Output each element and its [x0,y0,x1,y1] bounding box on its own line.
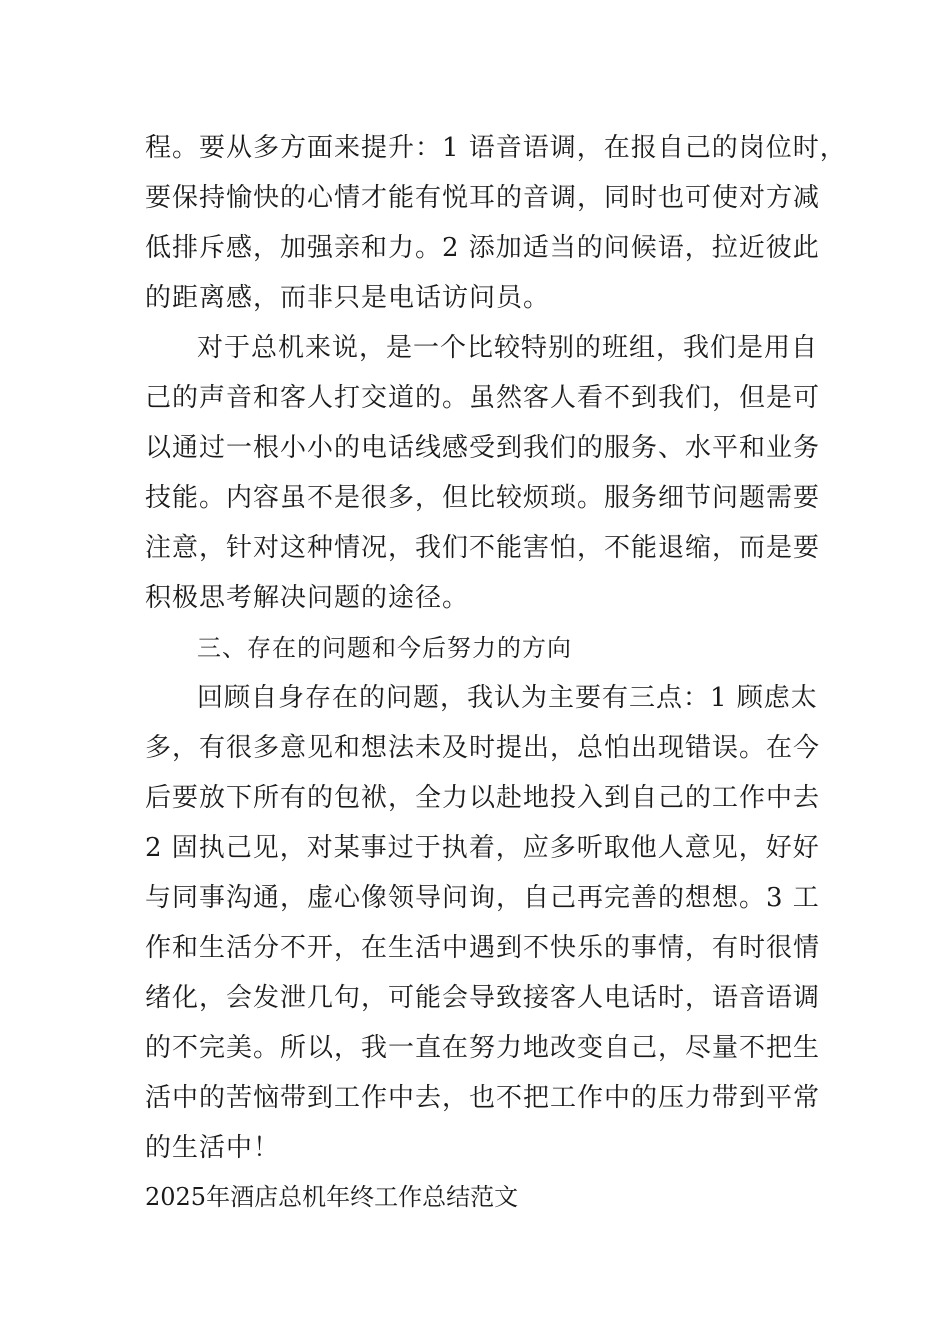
paragraph-line: 绪化，会发泄几句，可能会导致接客人电话时，语音语调 [145,983,821,1013]
paragraph-line: 2 固执己见，对某事过于执着，应多听取他人意见，好好 [145,833,820,863]
paragraph-line: 的不完美。所以，我一直在努力地改变自己，尽量不把生 [145,1033,821,1063]
paragraph-line: 低排斥感，加强亲和力。2 添加适当的问候语，拉近彼此 [145,233,820,263]
paragraph-line: 对于总机来说，是一个比较特别的班组，我们是用自 [197,333,819,363]
paragraph-line: 要保持愉快的心情才能有悦耳的音调，同时也可使对方减 [145,183,821,213]
paragraph-line: 的距离感，而非只是电话访问员。 [145,283,551,313]
paragraph-line: 以通过一根小小的电话线感受到我们的服务、水平和业务 [145,433,821,463]
paragraph-line: 的生活中！ [145,1133,281,1163]
section-heading: 三、存在的问题和今后努力的方向 [197,634,572,662]
paragraph-line: 技能。内容虽不是很多，但比较烦琐。服务细节问题需要 [145,483,821,513]
paragraph-line: 积极思考解决问题的途径。 [145,583,470,613]
paragraph-line: 作和生活分不开，在生活中遇到不快乐的事情，有时很情 [145,933,821,963]
paragraph-line: 后要放下所有的包袱，全力以赴地投入到自己的工作中去 [145,783,821,813]
paragraph-line: 与同事沟通，虚心像领导问询，自己再完善的想想。3 工 [145,883,820,913]
paragraph-line: 多，有很多意见和想法未及时提出，总怕出现错误。在今 [145,733,821,763]
paragraph-line: 回顾自身存在的问题，我认为主要有三点：1 顾虑太 [197,683,818,713]
paragraph-line: 活中的苦恼带到工作中去，也不把工作中的压力带到平常 [145,1083,821,1113]
paragraph-line: 注意，针对这种情况，我们不能害怕，不能退缩，而是要 [145,533,821,563]
document-title: 2025年酒店总机年终工作总结范文 [145,1183,519,1211]
paragraph-line: 己的声音和客人打交道的。虽然客人看不到我们，但是可 [145,383,821,413]
paragraph-line: 程。要从多方面来提升：1 语音语调，在报自己的岗位时， [145,133,847,163]
